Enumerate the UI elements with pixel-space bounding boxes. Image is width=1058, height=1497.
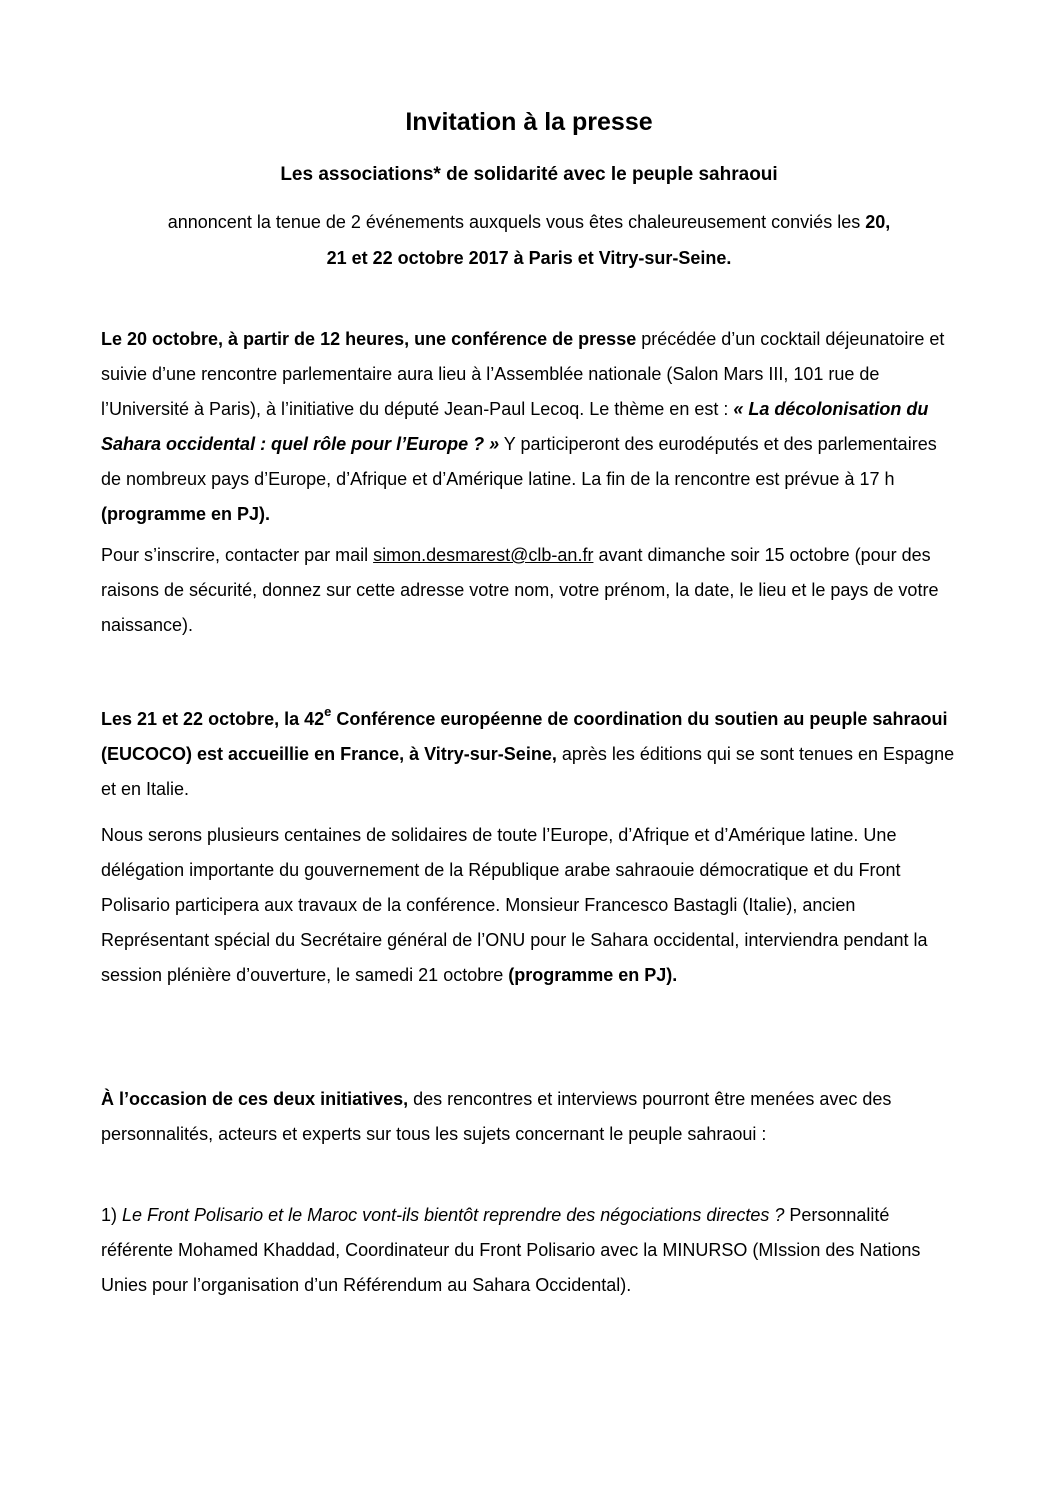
eucoco-superscript: e (324, 704, 332, 719)
list-item-text: Personnalité référente Mohamed Khaddad, Coordinateur du Front Polisario avec la MINURSO (MIssion des Nations Unies pour l’organisation d’un Référendum au Sahara Occidental). (101, 1205, 921, 1295)
participants-programme: (programme en PJ). (508, 965, 678, 985)
eucoco-text: après les éditions qui se sont tenues en Espagne et en Italie. (101, 744, 955, 799)
announcement-date-bold-1: 20, (865, 212, 891, 232)
paragraph-press-conference (101, 322, 961, 532)
page-subtitle: Les associations* de solidarité avec le peuple sahraoui (280, 164, 778, 185)
press-conference-lead: Le 20 octobre, à partir de 12 heures, une conférence de presse (101, 329, 637, 349)
list-item-1 (101, 1198, 961, 1303)
press-conference-theme: « La décolonisation du Sahara occidental : quel rôle pour l’Europe ? » (101, 399, 929, 454)
press-conference-text-1: précédée d’un cocktail déjeunatoire et suivie d’une rencontre parlementaire aura lieu à l’Assemblée nationale (Salon Mars III, 101 rue de l’Université à Paris), à l’initiative du député Jean-Paul Lecoq. Le thème en est : (101, 329, 945, 419)
press-conference-text-2: Y participeront des eurodéputés et des parlementaires de nombreux pays d’Europe, d’Afrique et d’Amérique latine. La fin de la rencontre est prévue à 17 h (101, 434, 937, 489)
announcement-date-bold-2: 21 et 22 octobre 2017 à Paris et Vitry-sur-Seine. (326, 248, 732, 268)
list-item-number: 1) (101, 1205, 123, 1225)
paragraph-participants (101, 818, 961, 993)
registration-text-2: avant dimanche soir 15 octobre (pour des raisons de sécurité, donnez sur cette adresse votre nom, votre prénom, la date, le lieu et le pays de votre naissance). (101, 545, 939, 635)
press-conference-programme: (programme en PJ). (101, 504, 271, 524)
registration-email-link[interactable]: simon.desmarest@clb-an.fr (373, 545, 594, 565)
participants-text: Nous serons plusieurs centaines de solidaires de toute l’Europe, d’Afrique et d’Amérique latine. Une délégation importante du gouvernement de la République arabe sahraouie démocratique et du Front Polisario participera aux travaux de la conférence. Monsieur Francesco Bastagli (Italie), ancien Représentant spécial du Secrétaire général de l’ONU pour le Sahara occidental, interviendra pendant la session plénière d’ouverture, le samedi 21 octobre (101, 825, 928, 985)
page-title: Invitation à la presse (405, 108, 653, 136)
initiatives-lead: À l’occasion de ces deux initiatives, (101, 1089, 409, 1109)
registration-text-1: Pour s’inscrire, contacter par mail (101, 545, 374, 565)
initiatives-text: des rencontres et interviews pourront être menées avec des personnalités, acteurs et experts sur tous les sujets concernant le peuple sahraoui : (101, 1089, 892, 1144)
paragraph-registration (101, 538, 961, 643)
announcement (0, 204, 1058, 276)
paragraph-eucoco (101, 702, 961, 807)
eucoco-lead-2: Conférence européenne de coordination du soutien au peuple sahraoui (EUCOCO) est accueillie en France, à Vitry-sur-Seine, (101, 709, 948, 764)
paragraph-initiatives (101, 1082, 961, 1152)
eucoco-lead-1: Les 21 et 22 octobre, la 42 (101, 709, 325, 729)
list-item-question: Le Front Polisario et le Maroc vont-ils bientôt reprendre des négociations directes ? (122, 1205, 785, 1225)
announcement-text: annoncent la tenue de 2 événements auxquels vous êtes chaleureusement conviés les (167, 212, 866, 232)
